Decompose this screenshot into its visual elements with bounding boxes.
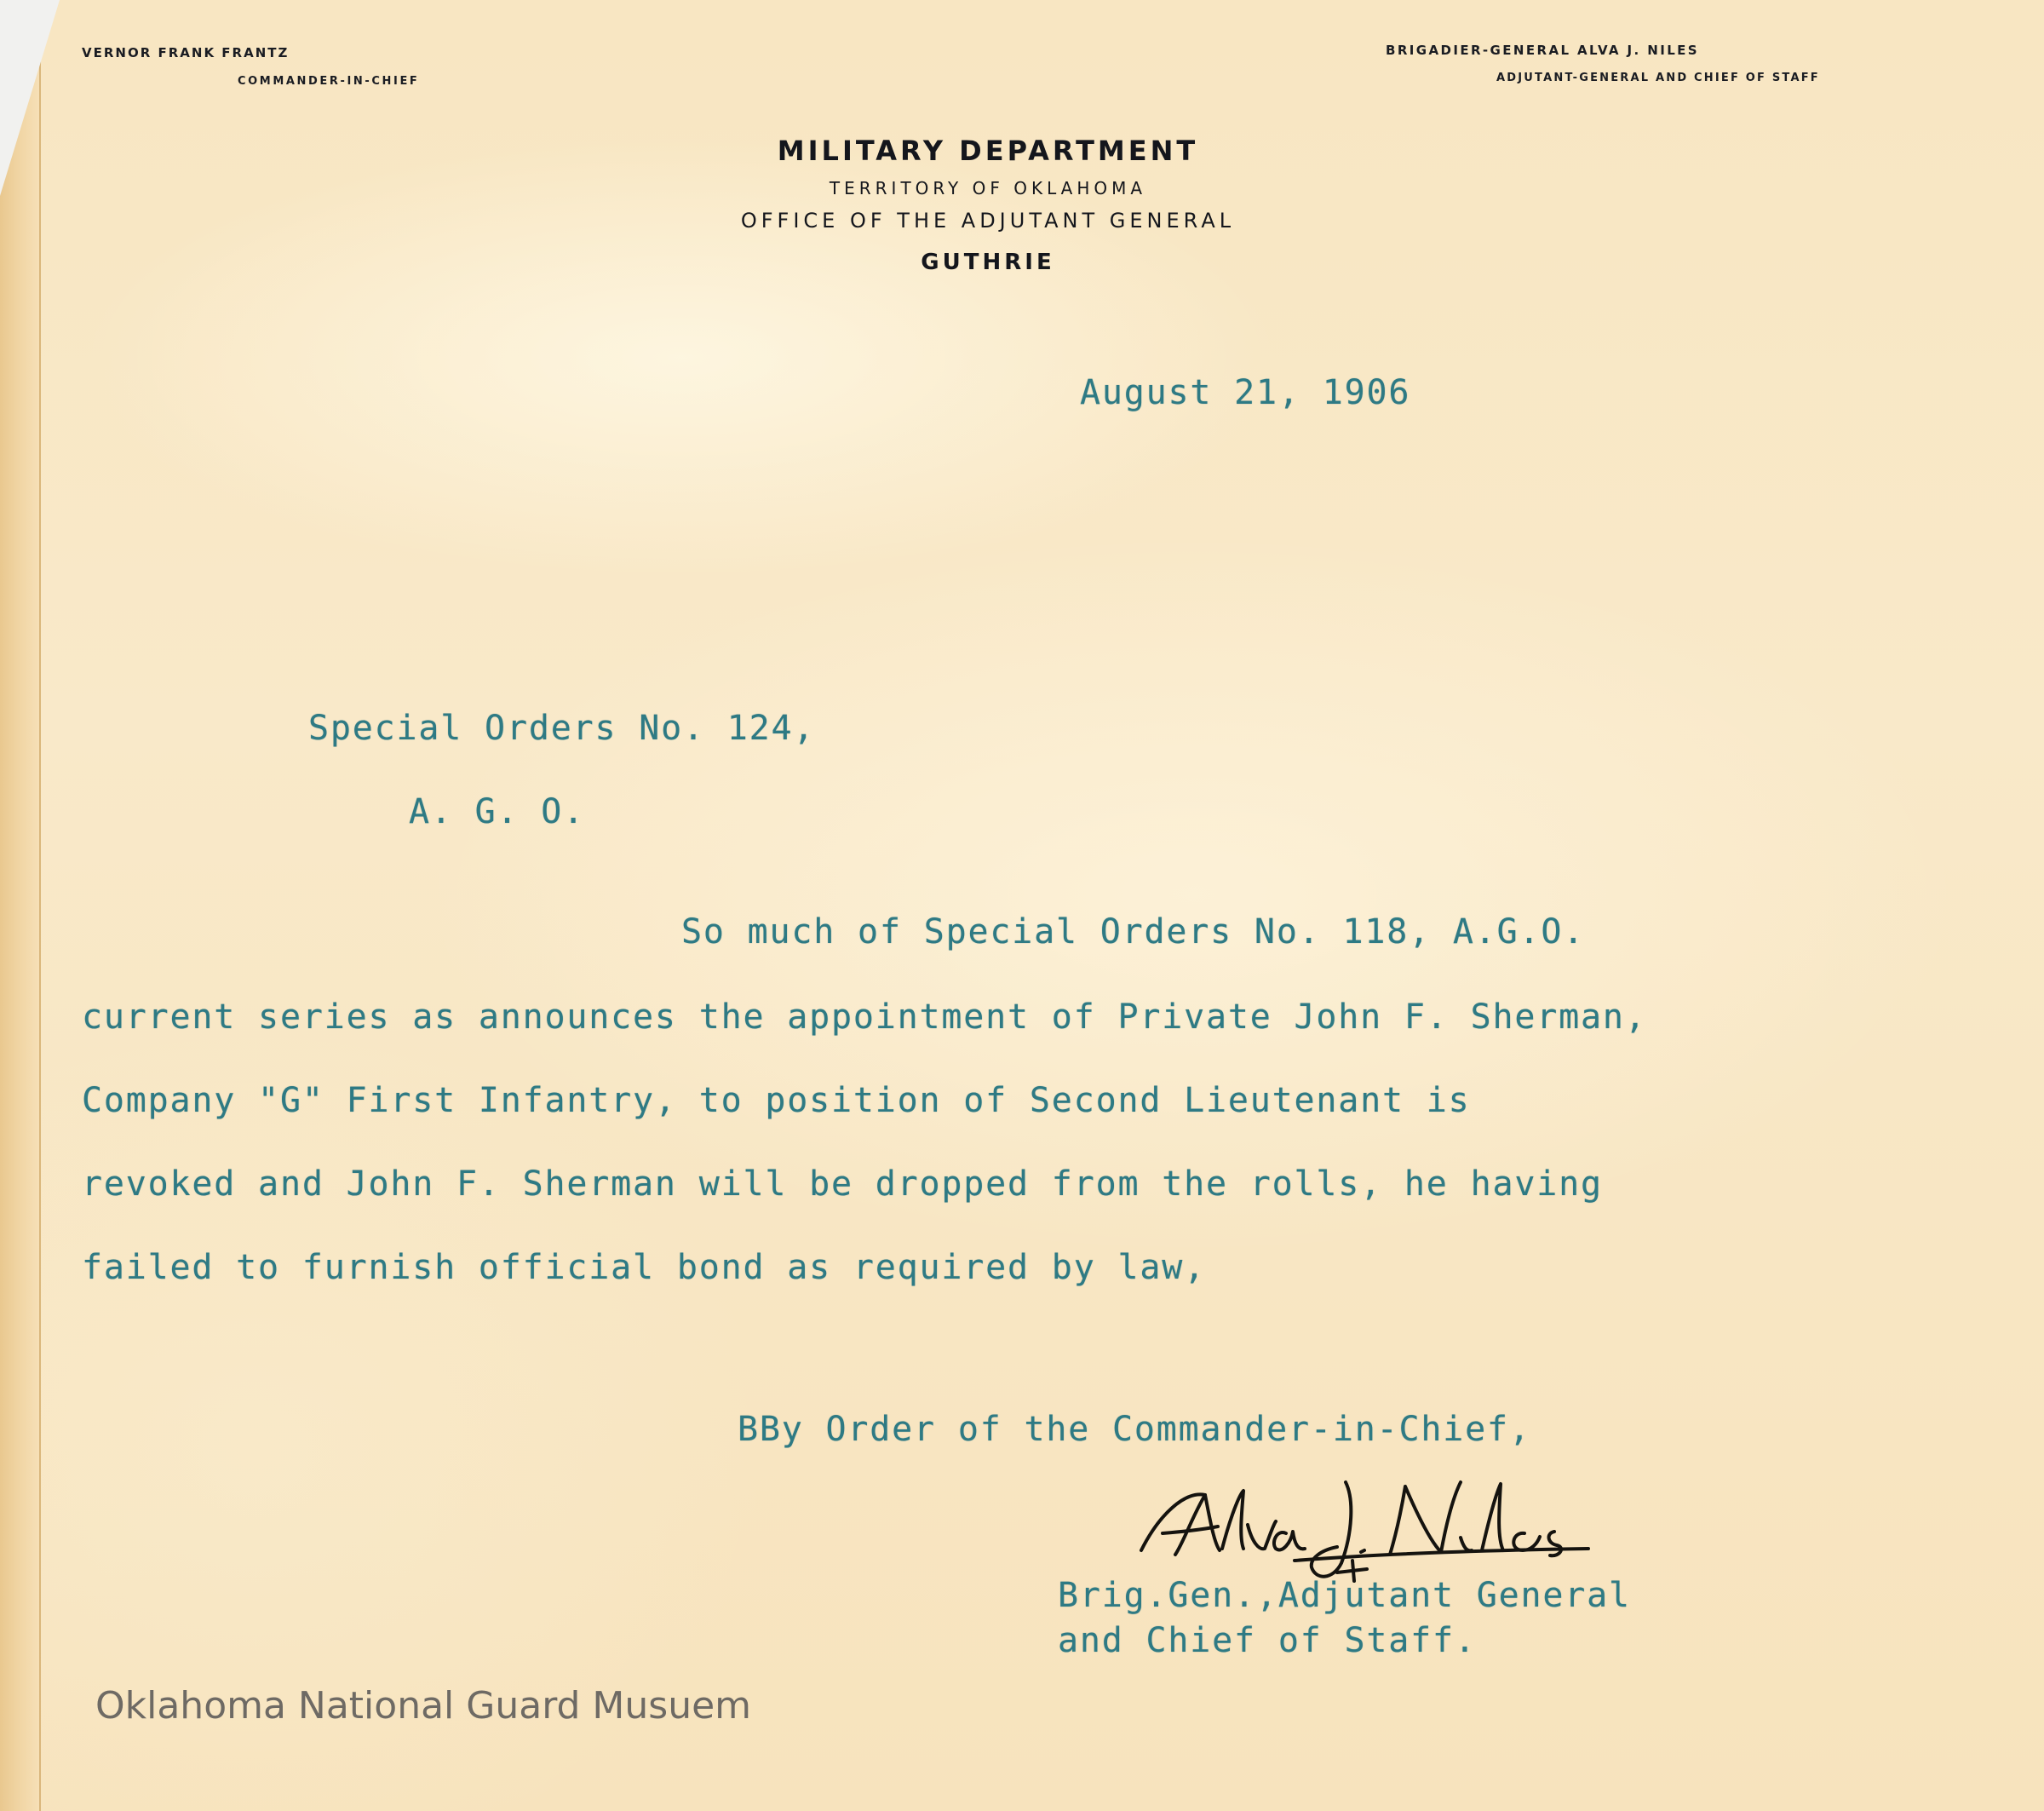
signer-title-line2: and Chief of Staff.: [1058, 1621, 1477, 1660]
closing-line: BBy Order of the Commander-in-Chief,: [738, 1410, 1531, 1449]
body-line: current series as announces the appointment of Private John F. Sherman,: [82, 997, 1647, 1037]
museum-watermark: Oklahoma National Guard Musuem: [95, 1684, 752, 1728]
letterhead-left-title: COMMANDER-IN-CHIEF: [238, 75, 420, 88]
letterhead-left-name: VERNOR FRANK FRANTZ: [82, 45, 290, 60]
handwritten-signature: [1124, 1465, 1601, 1584]
letter-date: August 21, 1906: [1080, 373, 1411, 412]
letterhead-city: GUTHRIE: [921, 250, 1055, 275]
letterhead-right-title: ADJUTANT-GENERAL AND CHIEF OF STAFF: [1496, 72, 1820, 84]
letterhead-department: MILITARY DEPARTMENT: [777, 135, 1199, 167]
order-number: Special Orders No. 124,: [308, 709, 816, 748]
signer-title-line1: Brig.Gen.,Adjutant General: [1058, 1576, 1631, 1615]
order-office: A. G. O.: [409, 792, 586, 831]
body-line: failed to furnish official bond as required by law,: [82, 1248, 1206, 1287]
letterhead-right-name: BRIGADIER-GENERAL ALVA J. NILES: [1386, 43, 1700, 58]
letterhead-territory: TERRITORY OF OKLAHOMA: [829, 178, 1147, 198]
letterhead-office: OFFICE OF THE ADJUTANT GENERAL: [740, 209, 1236, 233]
body-line: Company "G" First Infantry, to position of Second Lieutenant is: [82, 1081, 1471, 1120]
body-line: So much of Special Orders No. 118, A.G.O.: [681, 912, 1586, 951]
body-line: revoked and John F. Sherman will be dropped from the rolls, he having: [82, 1164, 1603, 1204]
